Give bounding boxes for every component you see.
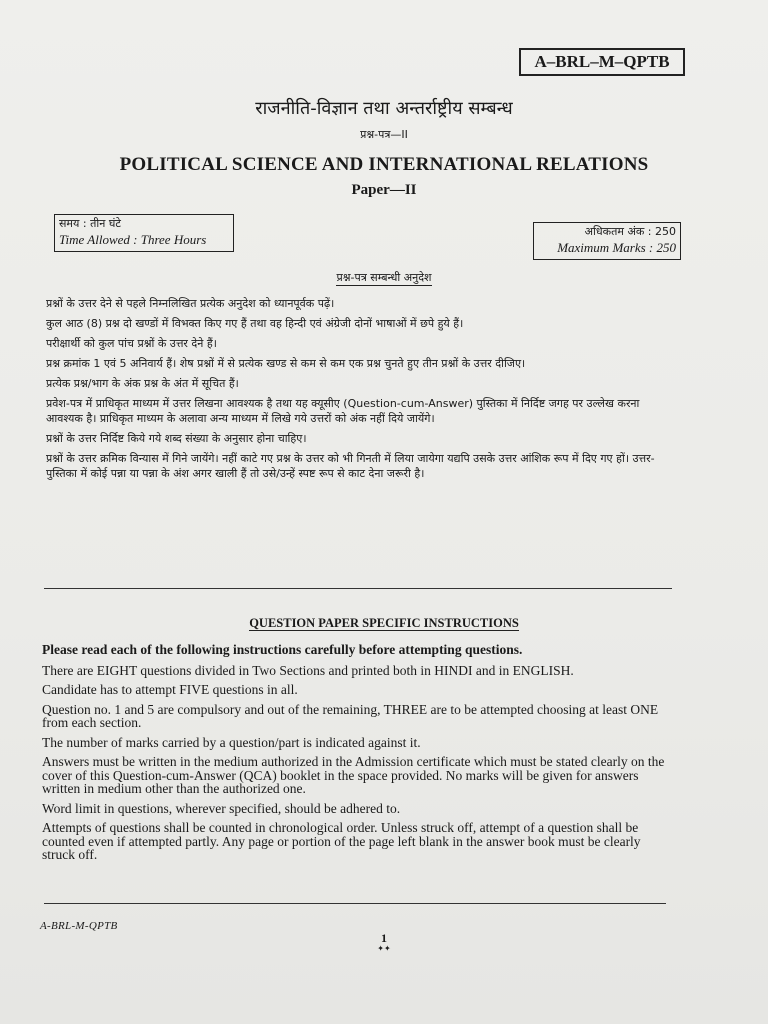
- hindi-instruction-item: परीक्षार्थी को कुल पांच प्रश्नों के उत्तर देने हैं।: [46, 337, 217, 350]
- footer-divider: [44, 903, 666, 904]
- paper-number: Paper—II: [351, 182, 417, 198]
- english-instructions-lead: Please read each of the following instructions carefully before attempting questions.: [42, 642, 523, 657]
- english-instruction-item: The number of marks carried by a question/part is indicated against it.: [42, 734, 421, 750]
- hindi-instruction-item: प्रश्नों के उत्तर देने से पहले निम्नलिखित प्रत्येक अनुदेश को ध्यानपूर्वक पढ़ें।: [46, 297, 335, 310]
- hindi-instructions-list: [46, 296, 676, 486]
- hindi-instructions-heading: प्रश्न-पत्र सम्बन्धी अनुदेश: [336, 271, 432, 284]
- page-mark-icon: ✦✦: [377, 944, 391, 953]
- hindi-instruction-item: कुल आठ (8) प्रश्न दो खण्डों में विभक्त किए गए हैं तथा वह हिन्दी एवं अंग्रेजी दोनों भाषाओं में छपे हुये हैं।: [46, 317, 464, 330]
- hindi-instruction-item: प्रश्न क्रमांक 1 एवं 5 अनिवार्य हैं। शेष प्रश्नों में से प्रत्येक खण्ड से कम से कम एक प्रश्न चुनते हुए तीन प्रश्नों के उत्तर दीजिए।: [46, 357, 526, 370]
- english-instruction-item: Question no. 1 and 5 are compulsory and out of the remaining, THREE are to be attempted choosing at least ONE from each section.: [42, 701, 659, 730]
- hindi-instruction-item: प्रत्येक प्रश्न/भाग के अंक प्रश्न के अंत में सूचित हैं।: [46, 377, 239, 390]
- subject-title: POLITICAL SCIENCE AND INTERNATIONAL RELATIONS: [119, 154, 649, 175]
- english-instruction-item: Answers must be written in the medium authorized in the Admission certificate which must be stated clearly on the cover of this Question-cum-Answer (QCA) booklet in the space provided. No marks will be given for answers written in medium other than the authorized one.: [42, 754, 665, 796]
- maximum-marks-box: [533, 222, 681, 260]
- paper-code-box: A–BRL–M–QPTB: [519, 48, 685, 76]
- english-instruction-item: Candidate has to attempt FIVE questions in all.: [42, 682, 298, 697]
- hindi-instruction-item: प्रश्नों के उत्तर क्रमिक विन्यास में गिने जायेंगे। नहीं काटे गए प्रश्न के उत्तर को भी गिनती में लिया जायेगा यद्यपि उसके उत्तर आंशिक रूप में दिए गए हों। उत्तर-पुस्तिका में कोई पन्ना या पन्ना के अंश अगर खाली हैं तो उसे/उन्हें स्पष्ट रूप से काट देना जरूरी है।: [46, 452, 655, 480]
- section-divider: [44, 588, 672, 589]
- footer-paper-code: A-BRL-M-QPTB: [40, 920, 118, 932]
- maximum-marks-hindi: अधिकतम अंक : 250: [584, 225, 676, 238]
- english-instructions-heading: QUESTION PAPER SPECIFIC INSTRUCTIONS: [249, 616, 519, 630]
- time-allowed-english: Time Allowed : Three Hours: [59, 232, 207, 247]
- page-number: 1: [381, 931, 387, 945]
- time-allowed-box: [54, 214, 234, 252]
- english-instructions-list: [42, 643, 676, 868]
- hindi-instruction-item: प्रवेश-पत्र में प्राधिकृत माध्यम में उत्तर लिखना आवश्यक है तथा यह क्यूसीए (Question-cum-Answer) पुस्तिका में निर्दिष्ट जगह पर उल्लेख करना आवश्यक है। प्राधिकृत माध्यम के अलावा अन्य माध्यम में लिखे गये उत्तरों को अंक नहीं दिये जायेंगे।: [46, 397, 640, 425]
- english-instruction-item: There are EIGHT questions divided in Two Sections and printed both in HINDI and in ENGLISH.: [42, 662, 574, 678]
- hindi-paper-number: प्रश्न-पत्र—II: [360, 128, 408, 141]
- hindi-subject-title: राजनीति-विज्ञान तथा अन्तर्राष्ट्रीय सम्बन्ध: [255, 98, 513, 119]
- english-instruction-item: Word limit in questions, wherever specified, should be adhered to.: [42, 800, 401, 816]
- hindi-instruction-item: प्रश्नों के उत्तर निर्दिष्ट किये गये शब्द संख्या के अनुसार होना चाहिए।: [46, 432, 307, 445]
- english-instruction-item: Attempts of questions shall be counted in chronological order. Unless struck off, attempt of a question shall be counted even if attempted partly. Any page or portion of the page left blank in the answer book must be clearly struck off.: [42, 820, 641, 862]
- time-allowed-hindi: समय : तीन घंटे: [59, 217, 121, 230]
- maximum-marks-english: Maximum Marks : 250: [557, 240, 676, 255]
